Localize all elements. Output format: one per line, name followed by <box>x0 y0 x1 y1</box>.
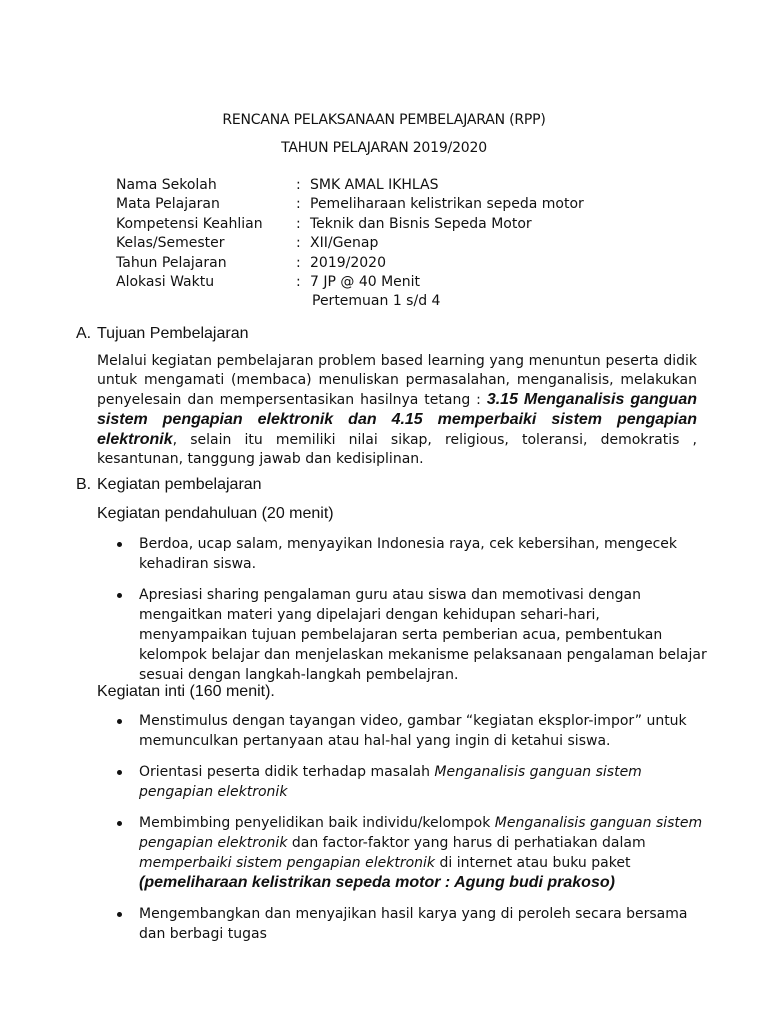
learning-objective-paragraph <box>97 352 697 469</box>
objective-text-end: , selain itu memiliki nilai sikap, religious, toleransi, demokratis , kesantunan, tanggung jawab dan kedisiplinan. <box>97 432 697 467</box>
objective-competency: 3.15 Menganalisis ganguan sistem pengapian elektronik dan 4.15 memperbaiki sistem pengapian elektronik <box>97 391 697 448</box>
list-item <box>97 534 707 574</box>
section-title: Tujuan Pembelajaran <box>97 325 249 342</box>
identity-label: Kelas/Semester <box>116 235 225 252</box>
list-item-italic: Menganalisis ganguan sistem pengapian elektronik <box>139 815 703 851</box>
list-item-text: dan factor-faktor yang harus di perhatiakan dalam <box>287 835 646 851</box>
bullet-icon <box>117 542 122 547</box>
identity-value: 7 JP @ 40 Menit <box>310 274 421 291</box>
identity-row-competency <box>116 215 584 234</box>
meeting-range: Pertemuan 1 s/d 4 <box>312 293 441 310</box>
section-title: Kegiatan pembelajaran <box>97 476 262 493</box>
identity-value: Pemeliharaan kelistrikan sepeda motor <box>310 196 584 213</box>
identity-value: SMK AMAL IKHLAS <box>310 177 439 193</box>
bullet-icon <box>117 770 122 775</box>
intro-activity-heading: Kegiatan pendahuluan (20 menit) <box>97 505 334 522</box>
section-a-heading <box>76 325 249 343</box>
identity-label: Nama Sekolah <box>116 177 217 193</box>
reference-book: (pemeliharaan kelistrikan sepeda motor : Agung budi prakoso) <box>139 874 615 891</box>
identity-row-year <box>116 254 584 273</box>
document-title: RENCANA PELAKSANAAN PEMBELAJARAN (RPP) <box>222 112 546 128</box>
identity-colon: : <box>296 235 301 252</box>
identity-value: Teknik dan Bisnis Sepeda Motor <box>310 215 532 232</box>
core-activity-heading: Kegiatan inti (160 menit). <box>97 683 275 700</box>
list-item <box>97 762 707 802</box>
intro-activity-list <box>97 534 707 696</box>
identity-table <box>116 176 584 312</box>
identity-value: XII/Genap <box>310 235 379 252</box>
identity-row-subject <box>116 195 584 214</box>
identity-label: Kompetensi Keahlian <box>116 215 263 232</box>
identity-row-time <box>116 273 584 292</box>
list-item-text: Menstimulus dengan tayangan video, gambar “kegiatan eksplor-impor” untuk memunculkan pertanyaan atau hal-hal yang ingin di ketahui siswa. <box>139 713 687 749</box>
list-item-italic: memperbaiki sistem pengapian elektronik <box>139 855 436 871</box>
core-activity-list <box>97 711 707 955</box>
section-b-heading <box>76 476 262 494</box>
identity-colon: : <box>296 254 301 271</box>
list-item <box>97 585 707 685</box>
list-item-text: di internet atau buku paket <box>435 855 631 871</box>
identity-label: Alokasi Waktu <box>116 274 215 291</box>
bullet-icon <box>117 719 122 724</box>
list-item <box>97 904 707 944</box>
list-item-text: Apresiasi sharing pengalaman guru atau siswa dan memotivasi dengan mengaitkan materi yang dipelajari dengan kehidupan sehari-hari, menyampaikan tujuan pembelajaran serta pemberian acua, pembentukan kelompok belajar dan menjelaskan mekanisme pelaksanaan pengalaman belajar sesuai dengan langkah-langkah pembelajran. <box>139 587 707 683</box>
list-item <box>97 711 707 751</box>
section-letter: A. <box>76 325 92 342</box>
document-subtitle: TAHUN PELAJARAN 2019/2020 <box>281 140 487 156</box>
bullet-icon <box>117 912 122 917</box>
identity-row-class <box>116 234 584 253</box>
bullet-icon <box>117 593 122 598</box>
identity-colon: : <box>296 177 301 193</box>
list-item-text: Mengembangkan dan menyajikan hasil karya yang di peroleh secara bersama dan berbagi tugas <box>139 906 688 942</box>
list-item <box>97 813 707 893</box>
identity-label: Mata Pelajaran <box>116 196 220 213</box>
objective-text: Melalui kegiatan pembelajaran problem based learning yang menuntun peserta didik untuk mengamati (membaca) menuliskan permasalahan, menganalisis, melakukan penyelesain dan mempersentasikan hasilnya tetang : <box>97 353 697 408</box>
list-item-text: Membimbing penyelidikan baik individu/kelompok <box>139 815 495 831</box>
identity-colon: : <box>296 196 301 213</box>
list-item-italic: Menganalisis ganguan sistem pengapian elektronik <box>139 764 642 800</box>
section-letter: B. <box>76 476 92 493</box>
identity-row-school <box>116 176 584 195</box>
bullet-icon <box>117 821 122 826</box>
list-item-text: Berdoa, ucap salam, menyayikan Indonesia raya, cek kebersihan, mengecek kehadiran siswa. <box>139 536 678 572</box>
list-item-text: Orientasi peserta didik terhadap masalah <box>139 764 435 780</box>
identity-colon: : <box>296 274 301 291</box>
identity-colon: : <box>296 215 301 232</box>
identity-label: Tahun Pelajaran <box>116 254 227 271</box>
identity-value: 2019/2020 <box>310 254 386 271</box>
